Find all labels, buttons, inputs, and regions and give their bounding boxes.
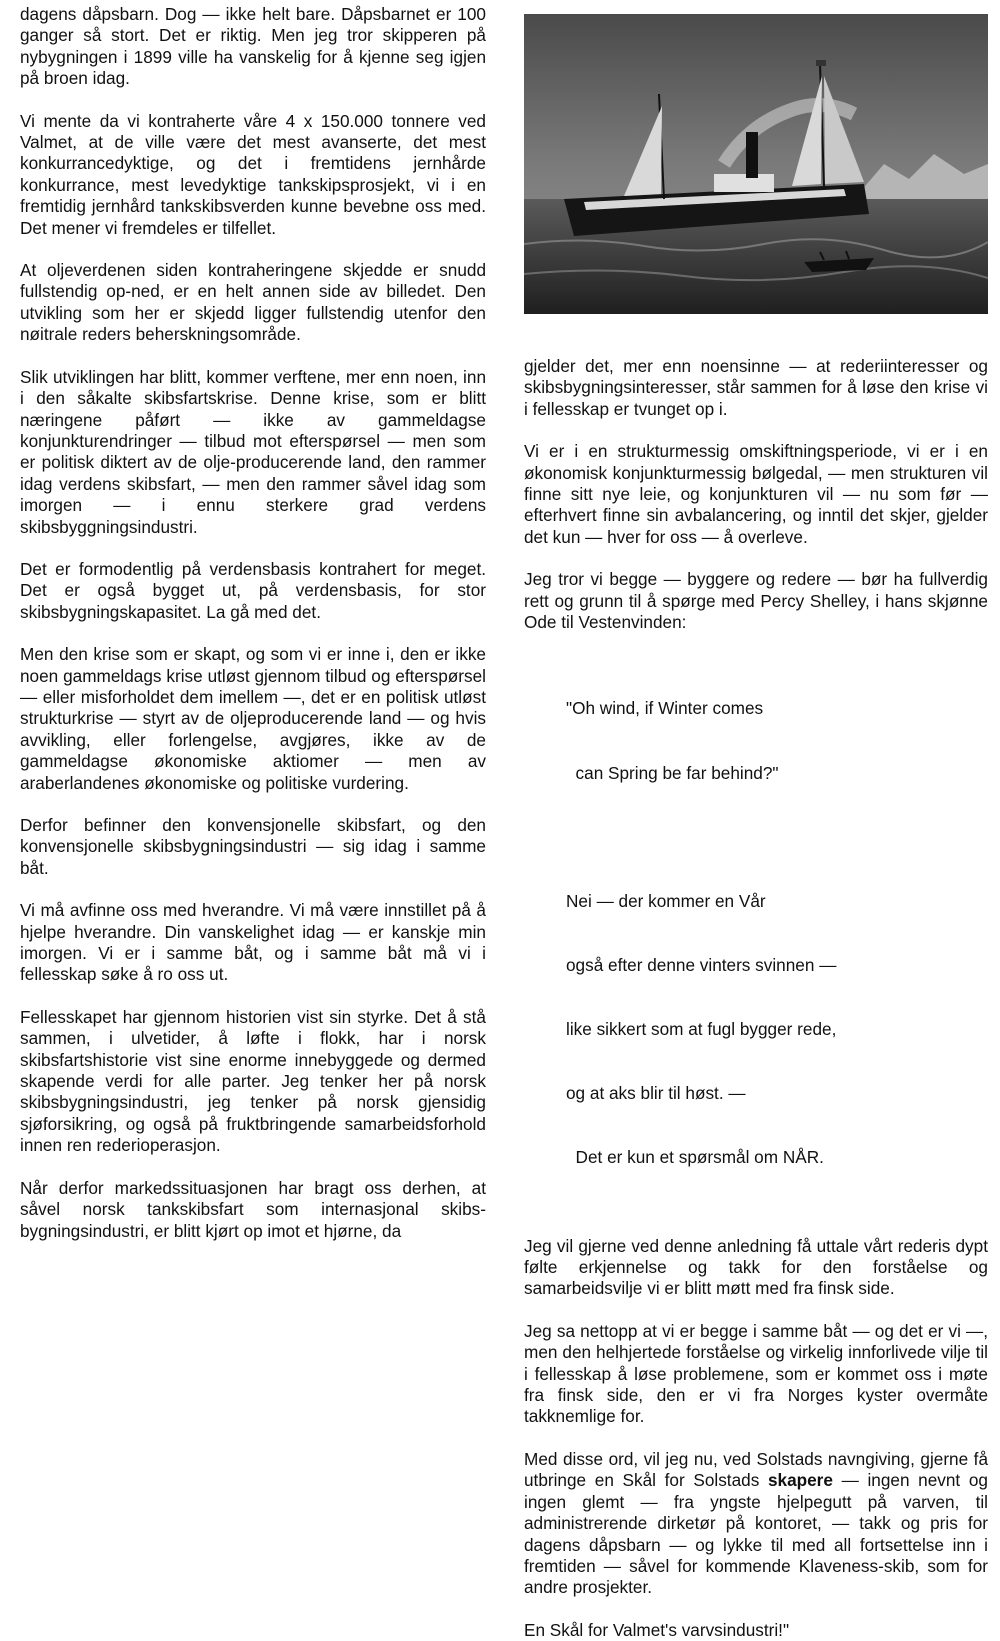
- paragraph: At oljeverdenen siden kontraheringene skjedde er snudd fullstendig op-ned, er en helt annen side av billedet. Den utvikling som her er skjedd ligger fullstendig utenfor den nøitrale reders beherskningsområde.: [20, 260, 486, 345]
- paragraph: Vi må avfinne oss med hverandre. Vi må være innstillet på å hjelpe hverandre. Din vanskelighet idag — er kanskje min imorgen. Vi er i samme båt, og i samme båt må vi i fellesskap søke å ro oss ut.: [20, 900, 486, 985]
- emphasized-word: skapere: [767, 1470, 833, 1491]
- text-run: Med disse ord, vil jeg nu, ved Solstads navngiving, gjerne få utbringe en Skål for Solstads: [524, 1448, 988, 1491]
- paragraph: Jeg sa nettopp at vi er begge i samme båt — og det er vi —, men den helhjertede forståelse og virkelig innforlivede vilje til i fellesskap å løse problemene, som er kommet oss i møte fra finsk side, den er vi fra Norges kyster overmåte takknemlige for.: [524, 1320, 988, 1427]
- paragraph: En Skål for Valmet's varvsindustri!": [524, 1619, 790, 1640]
- poem-line: også efter denne vinters svinnen —: [566, 954, 837, 975]
- text-run: — ingen nevnt og ingen glemt — fra yngste hjelpegutt på varven, til administrerende dirketør på kontoret, — takk og pris for dagens dåpsbarn — og lykke til med all fortsettelse inn i fremtiden — såvel for kommende Klaveness-skib, som for andre prosjekter.: [524, 1470, 988, 1598]
- paragraph: Vi mente da vi kontraherte våre 4 x 150.000 tonnere ved Valmet, at de ville være det mest avanserte, det mest konkurrancedyktige, og det i fremtidens jernhårde konkurrance, mest levedyktige tankskipsprosjekt, vi i en fremtidig jernhård tankskibsverden kunne bevebne oss med. Det mener vi fremdeles er tilfellet.: [20, 110, 486, 238]
- right-column: [524, 356, 988, 1641]
- paragraph: dagens dåpsbarn. Dog — ikke helt bare. Dåpsbarnet er 100 ganger så stort. Det er riktig. Men jeg tror skipperen på nybygningen i 1899 ville ha vanskelig for å kjenne seg igjen på broen idag.: [20, 4, 486, 89]
- poem-line: og at aks blir til høst. —: [566, 1083, 746, 1104]
- poem-quote: [566, 655, 988, 1211]
- paragraph: Jeg vil gjerne ved denne anledning få uttale vårt rederis dypt følte erkjennelse og takk for den forståelse og samarbeidsvilje vi er blitt møtt med fra finsk side.: [524, 1235, 988, 1299]
- paragraph: Slik utviklingen har blitt, kommer verftene, mer enn noen, inn i den såkalte skibsfartskrise. Denne krise, som er blitt næringene påført — ikke av gammeldagse konjunkturendringer — tilbud mot efterspørsel — men som er politisk diktert av de olje-producerende land, den rammer idag verdens skibsfart, — men den rammer såvel idag som imorgen — i ennu sterkere grad verdens skibsbyggningsindustri.: [20, 366, 486, 537]
- paragraph: Vi er i en strukturmessig omskiftningsperiode, vi er i en økonomisk konjunkturmessig bølgedal, — men strukturen vil finne sitt nye leie, og konjunkturen vil — nu som før — efterhvert finne sin avbalancering, og inntil det skjer, gjelder det kun — hver for oss — å overleve.: [524, 441, 988, 547]
- left-column: [20, 4, 486, 1242]
- poem-line: like sikkert som at fugl bygger rede,: [566, 1018, 837, 1039]
- paragraph: Men den krise som er skapt, og som vi er inne i, den er ikke noen gammeldags krise utløst gjennom tilbud og efterspørsel — eller misforholdet dem imellem —, det er en politisk utløst strukturkrise — styrt av de oljeproducerende land — og hvis avvikling, eller forlengelse, avgjøres, ikke av de gammeldagse økonomiske aktiomer — men av araberlandenes økonomiske og politiske vurdering.: [20, 644, 486, 793]
- steamship-painting-image: [524, 14, 988, 314]
- poem-line: Nei — der kommer en Vår: [566, 890, 766, 911]
- paragraph: Fellesskapet har gjennom historien vist sin styrke. Det å stå sammen, i ulvetider, å løfte i flokk, har i norsk skibsfartshistorie vist sine enorme innebyggede og dermed skapende verdi for alle parter. Jeg tenker her på norsk skibsbygningsindustri, jeg tenker på norsk gjensidig sjøforsikring, og også på fruktbringende samarbeidsforhold innen ren rederioperasjon.: [20, 1006, 486, 1156]
- paragraph: Jeg tror vi begge — byggere og redere — bør ha fullverdig rett og grunn til å spørge med Percy Shelley, i hans skjønne Ode til Vestenvinden:: [524, 569, 988, 633]
- paragraph: [524, 1449, 988, 1599]
- poem-line: can Spring be far behind?": [566, 762, 779, 783]
- poem-line: "Oh wind, if Winter comes: [566, 698, 764, 719]
- poem-stanza: [566, 655, 988, 826]
- paragraph: Derfor befinner den konvensjonelle skibsfart, og den konvensjonelle skibsbygningsindustri — sig idag i samme båt.: [20, 815, 486, 878]
- paragraph: gjelder det, mer enn noensinne — at rederiinteresser og skibsbygningsinteresser, står sammen for å løse den krise vi i fellesskap er tvunget op i.: [524, 356, 988, 419]
- steamship-illustration: [524, 14, 988, 314]
- paragraph: Når derfor markedssituasjonen har bragt oss derhen, at såvel norsk tankskibsfart som internasjonal skibsbygningsindustri, er blitt kjørt op imot et hjørne, da: [20, 1177, 486, 1241]
- paragraph: Det er formodentlig på verdensbasis kontrahert for meget. Det er også bygget ut, på verdensbasis, for stor skibsbygningskapasitet. La gå med det.: [20, 558, 486, 622]
- poem-line: Det er kun et spørsmål om NÅR.: [566, 1147, 824, 1168]
- poem-stanza: [566, 848, 988, 1212]
